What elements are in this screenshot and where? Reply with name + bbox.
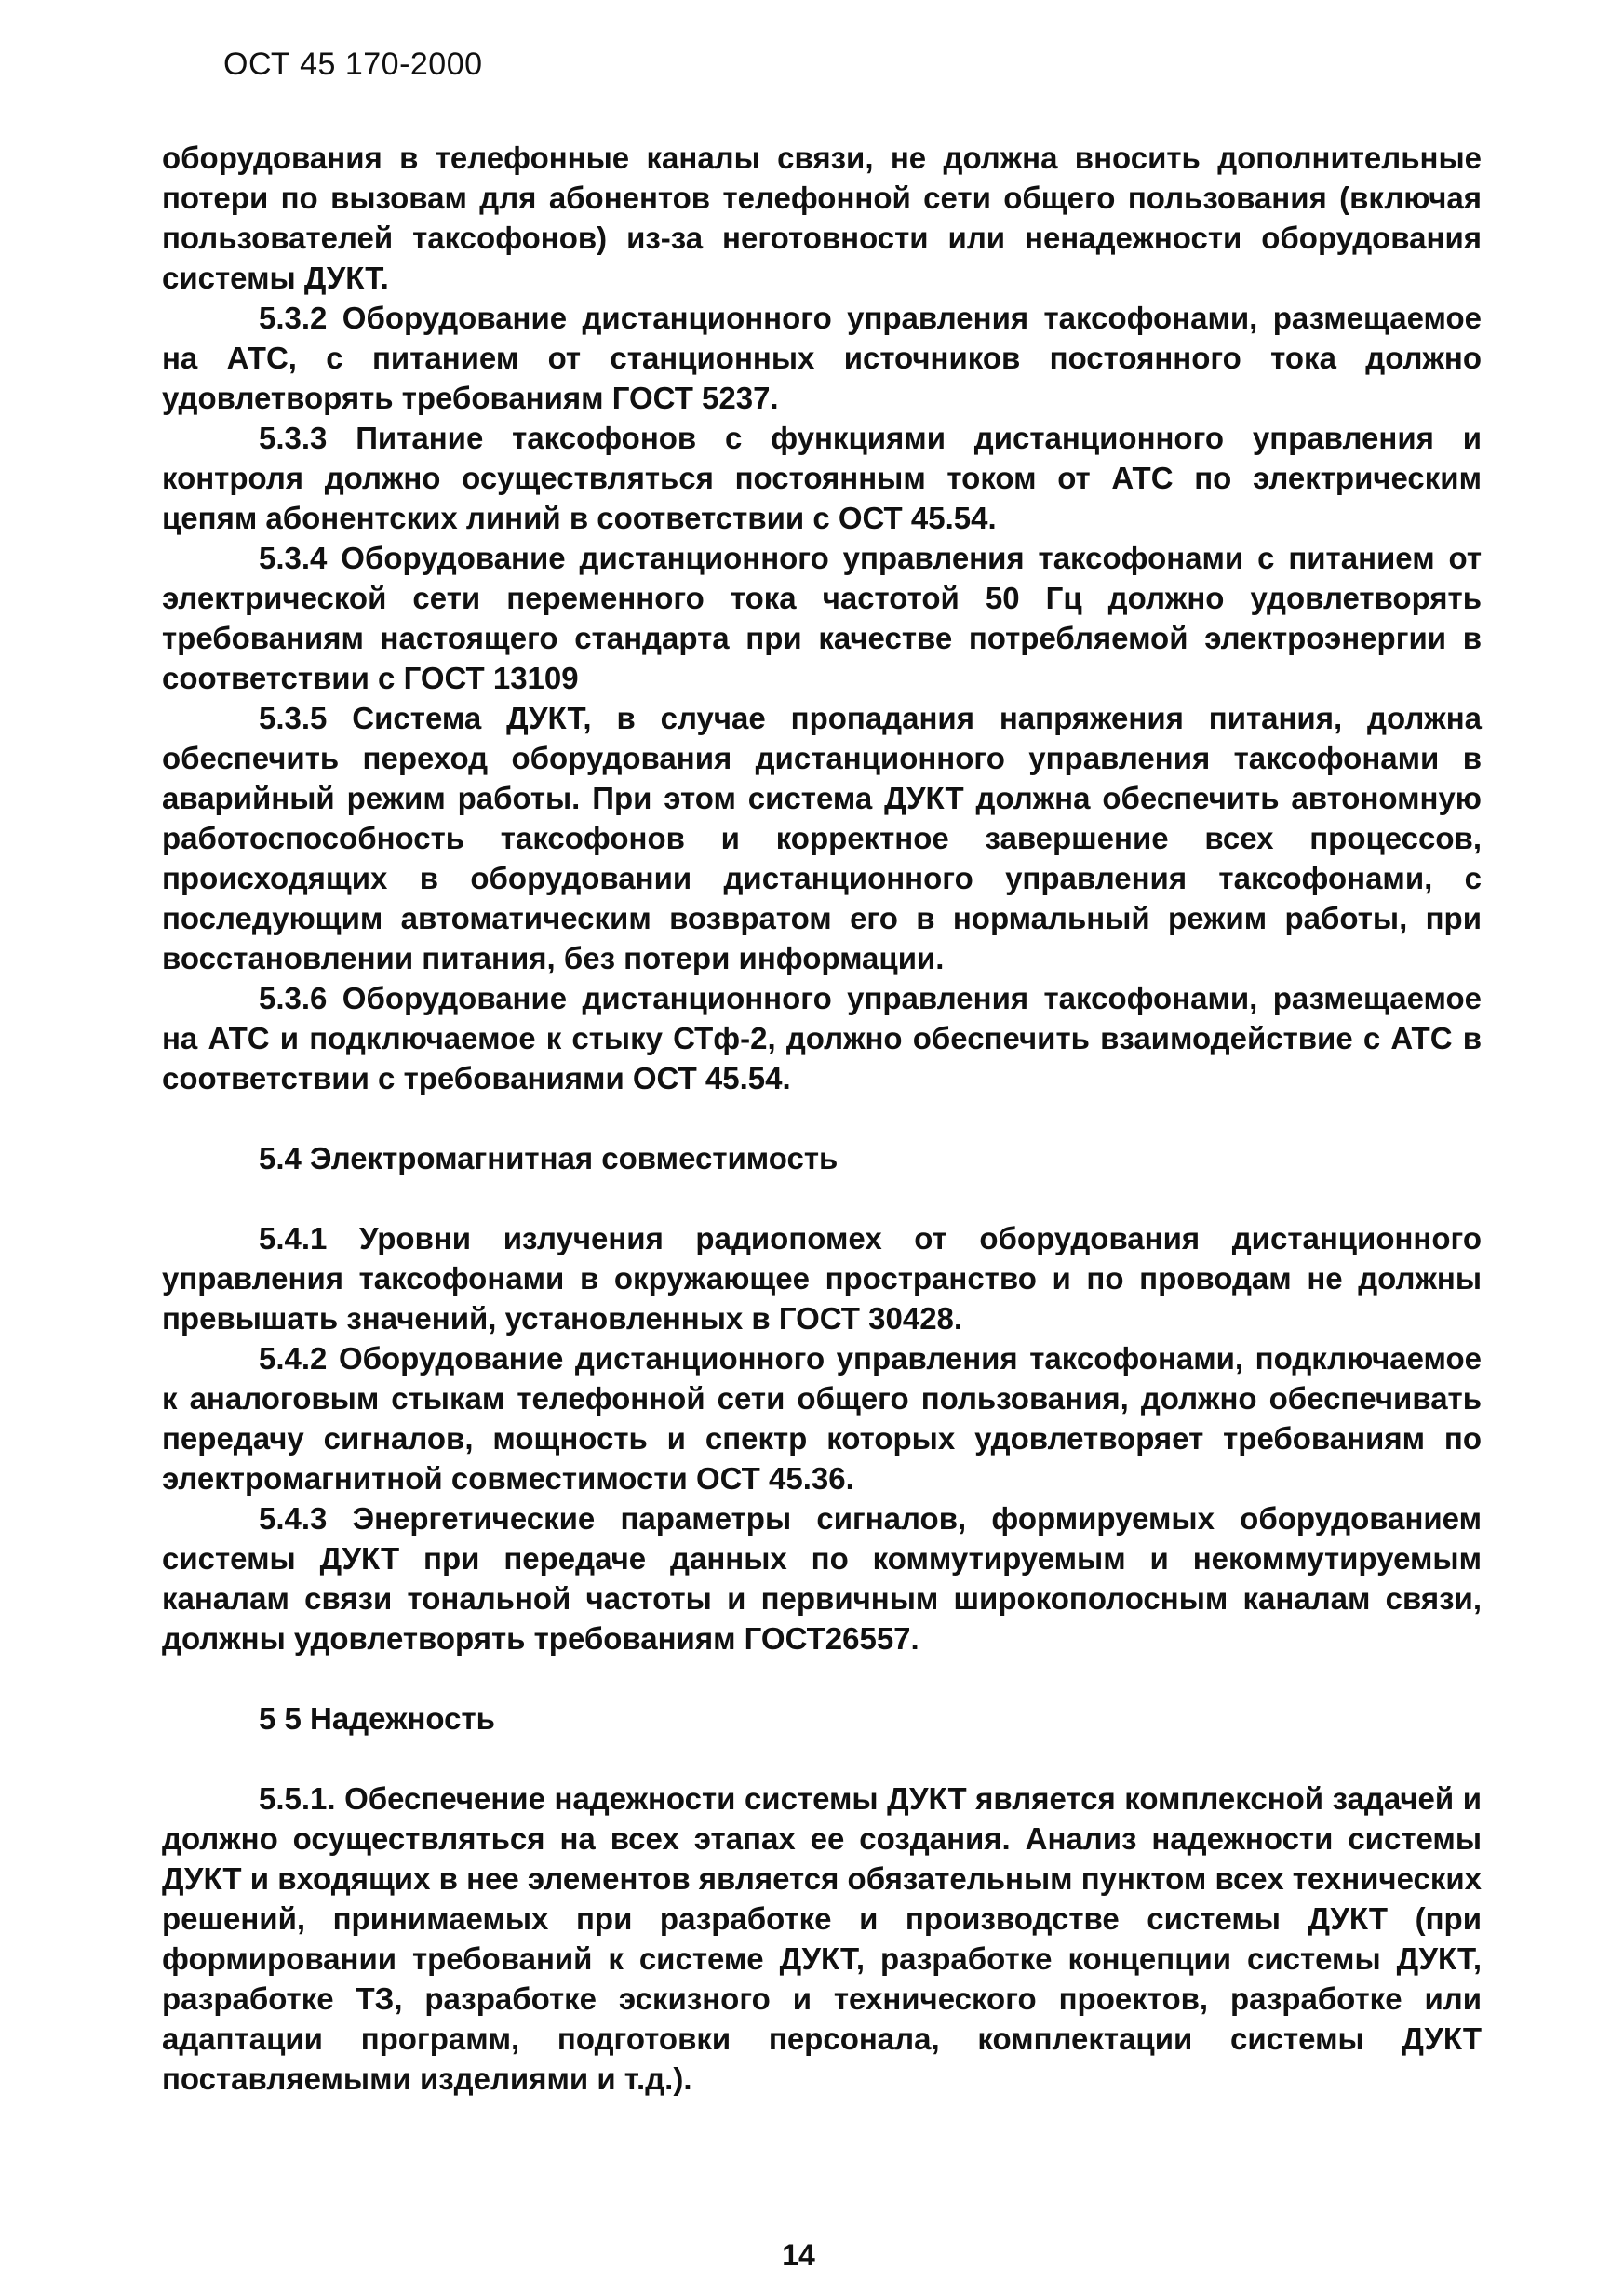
section-heading-5-4: 5.4 Электромагнитная совместимость (259, 1141, 839, 1175)
paragraph-5-4-2: 5.4.2 Оборудование дистанционного управления таксофонами, подключаемое к аналоговым стыкам телефонной сети общего пользования, должно обеспечивать передачу сигналов, мощность и спектр которых удовлетворяет требованиям по электромагнитной совместимости ОСТ 45.36. (162, 1341, 1482, 1496)
document-code: ОСТ 45 170-2000 (223, 47, 483, 82)
paragraph-5-3-3: 5.3.3 Питание таксофонов с функциями дистанционного управления и контроля должно осуществляться постоянным током от АТС по электрическим цепям абонентских линий в соответствии с ОСТ 45.54. (162, 421, 1482, 535)
page-body (162, 138, 1482, 2099)
paragraph-5-3-2: 5.3.2 Оборудование дистанционного управления таксофонами, размещаемое на АТС, с питанием от станционных источников постоянного тока должно удовлетворять требованиям ГОСТ 5237. (162, 301, 1482, 415)
paragraph-5-4-3: 5.4.3 Энергетические параметры сигналов, формируемых оборудованием системы ДУКТ при передаче данных по коммутируемым и некоммутируемым каналам связи тональной частоты и первичным широкополосным каналам связи, должны удовлетворять требованиям ГОСТ26557. (162, 1501, 1482, 1656)
paragraph-5-3-4: 5.3.4 Оборудование дистанционного управления таксофонами с питанием от электрической сети переменного тока частотой 50 Гц должно удовлетворять требованиям настоящего стандарта при качестве потребляемой электроэнергии в соответствии с ГОСТ 13109 (162, 541, 1482, 695)
paragraph-5-3-6: 5.3.6 Оборудование дистанционного управления таксофонами, размещаемое на АТС и подключаемое к стыку СТф-2, должно обеспечить взаимодействие с АТС в соответствии с требованиями ОСТ 45.54. (162, 981, 1482, 1095)
paragraph-continuation: оборудования в телефонные каналы связи, не должна вносить дополнительные потери по вызовам для абонентов телефонной сети общего пользования (включая пользователей таксофонов) из-за неготовности или ненадежности оборудования системы ДУКТ. (162, 141, 1482, 295)
paragraph-5-5-1: 5.5.1. Обеспечение надежности системы ДУКТ является комплексной задачей и должно осуществляться на всех этапах ее создания. Анализ надежности системы ДУКТ и входящих в нее элементов является обязательным пунктом всех технических решений, принимаемых при разработке и производстве системы ДУКТ (при формировании требований к системе ДУКТ, разработке концепции системы ДУКТ, разработке ТЗ, разработке эскизного и технического проектов, разработке или адаптации программ, подготовки персонала, комплектации системы ДУКТ поставляемыми изделиями и т.д.). (162, 1781, 1482, 2096)
page-number: 14 (782, 2238, 815, 2272)
paragraph-5-3-5: 5.3.5 Система ДУКТ, в случае пропадания напряжения питания, должна обеспечить переход оборудования дистанционного управления таксофонами в аварийный режим работы. При этом система ДУКТ должна обеспечить автономную работоспособность таксофонов и корректное завершение всех процессов, происходящих в оборудовании дистанционного управления таксофонами, с последующим автоматическим возвратом его в нормальный режим работы, при восстановлении питания, без потери информации. (162, 701, 1482, 975)
paragraph-5-4-1: 5.4.1 Уровни излучения радиопомех от оборудования дистанционного управления таксофонами в окружающее пространство и по проводам не должны превышать значений, установленных в ГОСТ 30428. (162, 1221, 1482, 1336)
section-heading-5-5: 5 5 Надежность (259, 1701, 495, 1736)
